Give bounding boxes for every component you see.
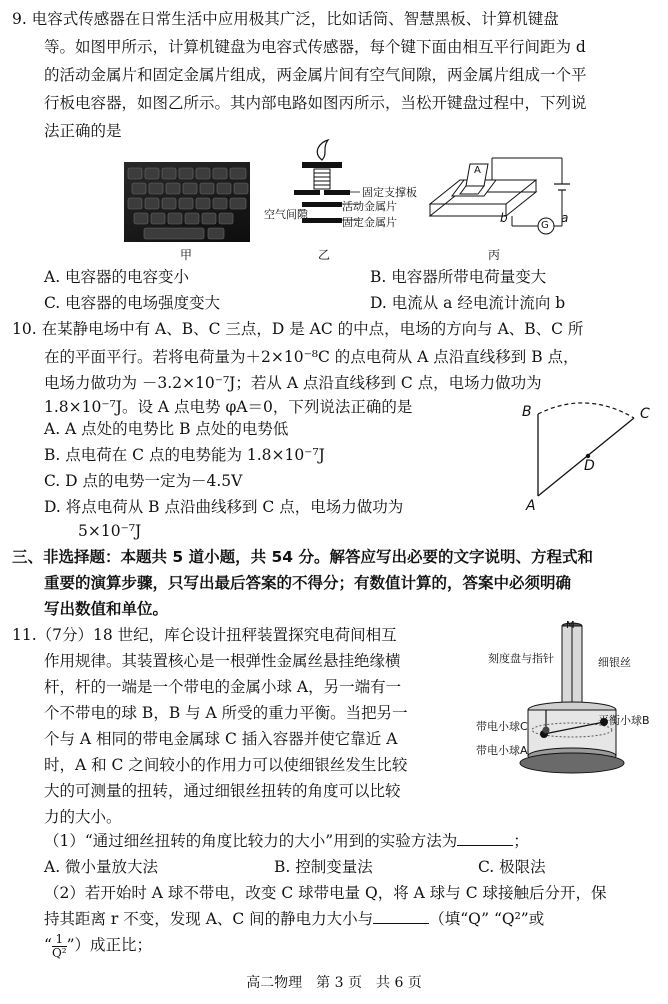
keyboard-photo [124, 162, 250, 242]
q11-sub2-line-3 [44, 932, 152, 960]
field-points-diagram [516, 398, 656, 514]
q9-line-1: 9. 电容式传感器在日常生活中应用极其广泛，比如话筒、智慧黑板、计算机键盘 [12, 10, 559, 28]
q9-line-3: 的活动金属片和固定金属片组成，两金属片间有空气间隙，两金属片组成一个平 [44, 66, 587, 84]
q11-line-7: 大的可测量的扭转，通过细银丝扭转的角度可以比较 [44, 782, 401, 800]
finger-icon [317, 140, 328, 160]
q9-option-d[interactable]: D. 电流从 a 经电流计流向 b [370, 294, 566, 312]
q11-sub1-option-b[interactable]: B. 控制变量法 [274, 858, 373, 876]
q11-sub2-blank[interactable] [373, 909, 429, 924]
label-ball-A: 带电小球A [476, 744, 528, 757]
fraction-denominator: Q² [51, 945, 67, 960]
label-dial-pointer: 刻度盘与指针 [488, 652, 554, 665]
point-A: A [526, 498, 536, 514]
label-moving-plate: 活动金属片 [342, 200, 397, 213]
q11-line-1: 11.（7分）18 世纪，库仑设计扭秤装置探究电荷间相互 [12, 626, 397, 644]
q11-line-2: 作用规律。其装置核心是一根弹性金属丝悬挂绝缘横 [44, 652, 401, 670]
q9-option-a[interactable]: A. 电容器的电容变小 [44, 268, 190, 286]
q10-option-a[interactable]: A. A 点处的电势比 B 点处的电势低 [44, 420, 289, 438]
section3-line-1: 三、非选择题：本题共 5 道小题，共 54 分。解答应写出必要的文字说明、方程式和 [12, 548, 593, 566]
q10-line-4: 1.8×10⁻⁷J。设 A 点电势 φA＝0，下列说法正确的是 [44, 398, 413, 416]
q11-sub1-option-a[interactable]: A. 微小量放大法 [44, 858, 159, 876]
label-fixed-support: 固定支撑板 [362, 186, 417, 199]
fraction-1-over-q2 [52, 933, 67, 960]
q10-line-1: 10. 在某静电场中有 A、B、C 三点，D 是 AC 的中点，电场的方向与 A、B、C 所 [12, 320, 584, 338]
q11-line-5: 个与 A 相同的带电金属球 C 插入容器并使它靠近 A [44, 730, 398, 748]
q11-line-8: 力的大小。 [44, 808, 122, 826]
q9-option-b[interactable]: B. 电容器所带电荷量变大 [370, 268, 547, 286]
q11-line-6: 时，A 和 C 之间较小的作用力可以使细银丝发生比较 [44, 756, 408, 774]
circuit-diagram [426, 150, 586, 246]
q9-line-2: 等。如图甲所示，计算机键盘为电容式传感器，每个键下面由相互平行间距为 d [44, 38, 586, 56]
q10-option-c[interactable]: C. D 点的电势一定为－4.5V [44, 472, 243, 490]
q11-sub2-quote-open: “ [44, 936, 52, 954]
fig-label-jia: 甲 [180, 248, 193, 262]
fraction-numerator: 1 [52, 933, 67, 947]
q11-line-3: 杆，杆的一端是一个带电的金属小球 A，另一端有一 [44, 678, 402, 696]
label-G: G [541, 220, 549, 231]
q11-sub2-choices: （填“Q” “Q²”或 [429, 910, 545, 928]
q11-sub2-end: ”）成正比； [66, 936, 153, 954]
q11-sub2-line-1: （2）若开始时 A 球不带电，改变 C 球带电量 Q，将 A 球与 C 球接触后分开，保 [44, 884, 607, 902]
fig-label-bing: 丙 [488, 248, 501, 262]
label-air-gap: 空气间隙 [264, 208, 308, 221]
q10-option-b[interactable]: B. 点电荷在 C 点的电势能为 1.8×10⁻⁷J [44, 446, 325, 464]
q9-line-5: 法正确的是 [44, 122, 122, 140]
label-M: M [566, 620, 575, 631]
ball-C-icon [543, 727, 550, 734]
point-D: D [584, 458, 595, 474]
q11-sub1 [44, 828, 529, 854]
q10-option-d-cont: 5×10⁻⁷J [78, 522, 142, 540]
section3-line-2: 重要的演算步骤，只写出最后答案的不得分；有数值计算的，答案中必须明确 [44, 574, 572, 592]
label-key-A: A [474, 165, 481, 176]
label-ball-C: 带电小球C [476, 720, 528, 733]
q11-sub1-end: ； [513, 832, 529, 850]
keyboard-keys-icon [124, 162, 250, 242]
q11-line-4: 个不带电的球 B，B 与 A 所受的重力平衡。当把另一 [44, 704, 408, 722]
key-cap [302, 162, 342, 168]
label-a: a [561, 211, 569, 225]
page-footer: 高二物理 第 3 页 共 6 页 [246, 975, 422, 991]
q10-option-d[interactable]: D. 将点电荷从 B 点沿曲线移到 C 点，电场力做功为 [44, 498, 404, 516]
q11-sub2-text: 持其距离 r 不变，发现 A、C 间的静电力大小与 [44, 910, 374, 928]
q11-sub1-option-c[interactable]: C. 极限法 [478, 858, 546, 876]
label-fixed-plate: 固定金属片 [342, 216, 397, 229]
point-B: B [522, 404, 532, 420]
q10-line-3: 电场力做功为 －3.2×10⁻⁷J；若从 A 点沿直线移到 C 点，电场力做功为 [44, 374, 542, 392]
q10-line-2: 在的平面平行。若将电荷量为＋2×10⁻⁸C 的点电荷从 A 点沿直线移到 B 点， [44, 348, 579, 366]
fig-label-yi: 乙 [318, 248, 331, 262]
q11-sub1-text: （1）“通过细丝扭转的角度比较力的大小”用到的实验方法为 [44, 832, 458, 850]
q11-sub2-line-2 [44, 906, 544, 932]
point-C: C [640, 406, 650, 422]
section3-line-3: 写出数值和单位。 [44, 600, 169, 618]
q11-sub1-blank[interactable] [457, 831, 513, 846]
torsion-balance-diagram [500, 618, 660, 784]
label-silver-wire: 细银丝 [598, 656, 631, 669]
label-ball-B: 平衡小球B [598, 714, 650, 727]
q9-line-4: 行板电容器，如图乙所示。其内部电路如图丙所示，当松开键盘过程中，下列说 [44, 94, 587, 112]
q9-option-c[interactable]: C. 电容器的电场强度变大 [44, 294, 221, 312]
label-b: b [500, 211, 508, 225]
